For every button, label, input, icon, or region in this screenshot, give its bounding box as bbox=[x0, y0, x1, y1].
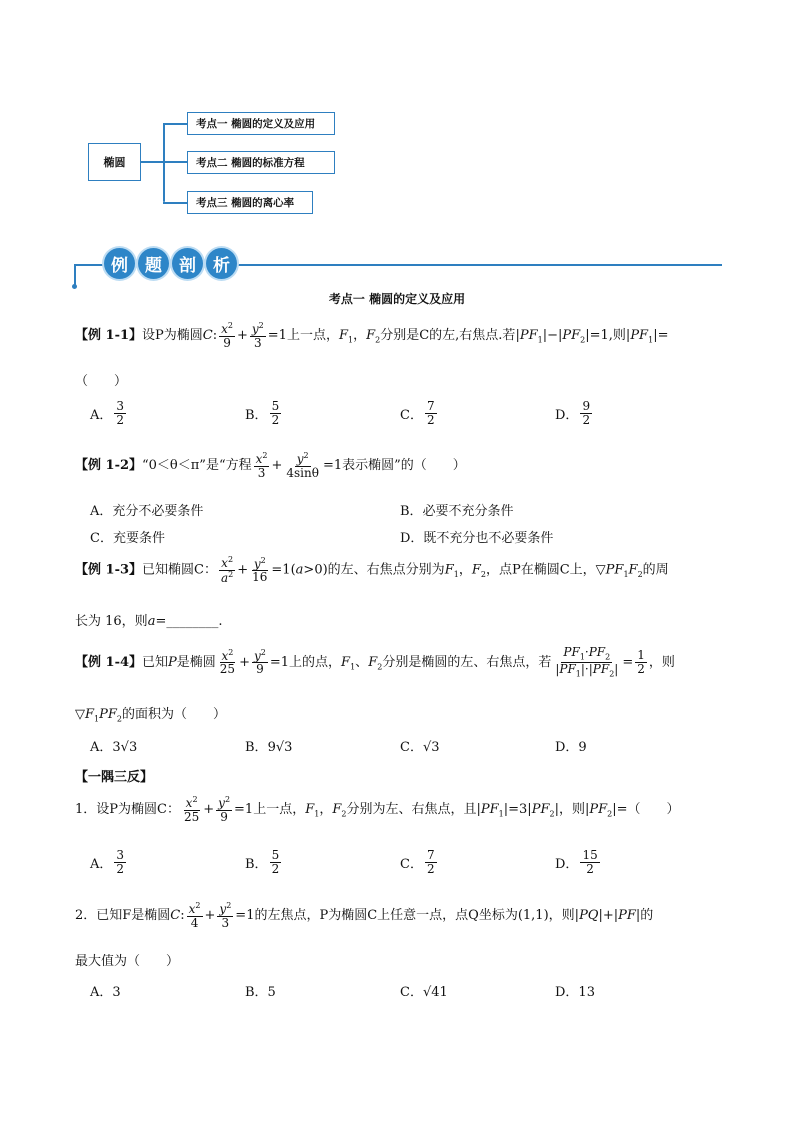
mindmap-branch-2: 考点二 椭圆的标准方程 bbox=[187, 151, 335, 174]
section-title: 考点一 椭圆的定义及应用 bbox=[328, 292, 466, 306]
option-d: D．9 bbox=[555, 740, 587, 755]
q-text: 的 bbox=[640, 908, 654, 924]
question-1-3-line2: 长为 16，则a=________. bbox=[75, 614, 223, 629]
option-b: B． $\frac{5}{2}$ bbox=[245, 399, 280, 427]
option-c: C．充要条件 bbox=[90, 531, 165, 546]
option-b: B．9√3 bbox=[245, 740, 293, 755]
q-text: 的周 bbox=[642, 562, 669, 578]
q-text: ，则 bbox=[558, 802, 585, 818]
q-text: 上一点， bbox=[286, 328, 339, 344]
banner-dot bbox=[72, 284, 77, 289]
question-1-1: 【例 1-1】设P为椭圆C: $\frac{x^2}{9}$ + $\frac{y^2}{3}$ =1上一点，$F_1$，$F_2$分别是C的左,右焦点.若$|PF_1|-|PF_2|=1$,则$|PF_1|=$ bbox=[75, 321, 669, 350]
q-text: 是椭圆 bbox=[176, 654, 216, 670]
q-text: 的面积为（ ） bbox=[122, 707, 227, 722]
q-text: ，则 bbox=[548, 908, 575, 924]
option-a: A． $\frac{3}{2}$ bbox=[90, 399, 125, 427]
banner-char: 析 bbox=[206, 248, 237, 279]
q-text: 长为 16，则 bbox=[75, 614, 148, 629]
banner-char: 题 bbox=[138, 248, 169, 279]
q-text: ，则 bbox=[648, 654, 675, 670]
banner-left-tick bbox=[74, 264, 76, 286]
q-text: 分别为左、右焦点，且 bbox=[346, 802, 477, 818]
example-banner bbox=[104, 248, 240, 280]
practice-2-line2: 最大值为（ ） bbox=[75, 954, 180, 969]
practice-title: 【一隅三反】 bbox=[75, 770, 154, 785]
question-tag: 【例 1-2】 bbox=[75, 458, 143, 474]
question-tag: 【例 1-3】 bbox=[75, 562, 143, 578]
mindmap-branch-1: 考点一 椭圆的定义及应用 bbox=[187, 112, 335, 135]
answer-paren: （ ） bbox=[627, 802, 680, 818]
q-text: 1．设P为椭圆C： bbox=[75, 802, 180, 818]
q-text: 分别是C的左,右焦点.若 bbox=[380, 328, 516, 344]
mindmap-branch-3: 考点三 椭圆的离心率 bbox=[187, 191, 313, 214]
q-text: 已知 bbox=[142, 654, 169, 670]
option-c: C． $\frac{7}{2}$ bbox=[400, 848, 435, 876]
option-a: A．3√3 bbox=[90, 740, 138, 755]
mindmap-root: 椭圆 bbox=[88, 143, 141, 181]
answer-blank: ________. bbox=[166, 614, 223, 629]
answer-paren: （ ） bbox=[75, 374, 128, 389]
practice-1: 1．设P为椭圆C： $\frac{x^2}{25}$ + $\frac{y^2}{9}$ =1上一点，$F_1$，$F_2$分别为左、右焦点，且$|PF_1|=3|PF_2|$，则$|PF_2|=$（ ） bbox=[75, 795, 680, 824]
option-a: A．3 bbox=[90, 985, 121, 1000]
question-1-4-line2: $▽F_1PF_2$的面积为（ ） bbox=[75, 707, 227, 724]
option-c: C． $\frac{7}{2}$ bbox=[400, 399, 435, 427]
question-1-4: 【例 1-4】已知P是椭圆 $\frac{x^2}{25}$ + $\frac{y^2}{9}$ =1上的点，$F_1$、$F_2$分别是椭圆的左、右焦点，若 $\frac{PF_1\cdot PF_2}{|PF_1|\cdot|PF_2|}$ = $\frac{1}{2}$ ，则 bbox=[75, 645, 675, 679]
q-text: 上一点， bbox=[253, 802, 306, 818]
q-text: ，点P在椭圆C上， bbox=[485, 562, 596, 578]
q-text: “0＜θ＜π”是“方程 bbox=[142, 458, 252, 474]
question-tag: 【例 1-1】 bbox=[75, 328, 143, 344]
option-c: C．√41 bbox=[400, 985, 448, 1000]
q-text: 表示椭圆”的（ ） bbox=[342, 458, 466, 474]
q-text: ,则 bbox=[608, 328, 626, 344]
q-text: 的左、右焦点分别为 bbox=[327, 562, 445, 578]
option-b: B． $\frac{5}{2}$ bbox=[245, 848, 280, 876]
option-d: D． $\frac{15}{2}$ bbox=[555, 848, 598, 876]
q-text: 设P为椭圆 bbox=[142, 328, 203, 344]
q-text: 已知椭圆C： bbox=[142, 562, 217, 578]
banner-char: 例 bbox=[104, 248, 135, 279]
option-d: D．既不充分也不必要条件 bbox=[400, 531, 554, 546]
option-a: A．充分不必要条件 bbox=[90, 504, 204, 519]
option-c: C．√3 bbox=[400, 740, 440, 755]
mindmap-connector bbox=[141, 161, 163, 163]
question-1-2: 【例 1-2】“0＜θ＜π”是“方程 $\frac{x^2}{3}$ + $\frac{y^2}{4\sin\theta}$ =1表示椭圆”的（ ） bbox=[75, 451, 466, 480]
q-text: 的左焦点，P为椭圆C上任意一点，点Q坐标为 bbox=[254, 908, 518, 924]
question-tag: 【例 1-4】 bbox=[75, 654, 143, 670]
question-1-3: 【例 1-3】已知椭圆C： $\frac{x^2}{a^2}$ + $\frac{y^2}{16}$ =1(a>0)的左、右焦点分别为$F_1$，$F_2$，点P在椭圆C上，$▽PF_1F_2$的周 bbox=[75, 555, 669, 585]
banner-char: 剖 bbox=[172, 248, 203, 279]
q-text: 2．已知F是椭圆 bbox=[75, 908, 171, 924]
option-d: D． $\frac{9}{2}$ bbox=[555, 399, 591, 427]
option-b: B．必要不充分条件 bbox=[400, 504, 514, 519]
mindmap-connector-2 bbox=[163, 161, 187, 163]
mindmap-connector-vertical bbox=[163, 123, 165, 202]
option-b: B．5 bbox=[245, 985, 276, 1000]
q-text: 上的点， bbox=[289, 654, 342, 670]
option-a: A． $\frac{3}{2}$ bbox=[90, 848, 125, 876]
option-d: D．13 bbox=[555, 985, 595, 1000]
q-text: 分别是椭圆的左、右焦点，若 bbox=[382, 654, 552, 670]
mindmap-connector-3 bbox=[163, 202, 187, 204]
mindmap-connector-1 bbox=[163, 123, 187, 125]
practice-2: 2．已知F是椭圆C: $\frac{x^2}{4}$ + $\frac{y^2}{3}$ =1的左焦点，P为椭圆C上任意一点，点Q坐标为(1,1)，则|PQ|+|PF|的 bbox=[75, 901, 654, 930]
